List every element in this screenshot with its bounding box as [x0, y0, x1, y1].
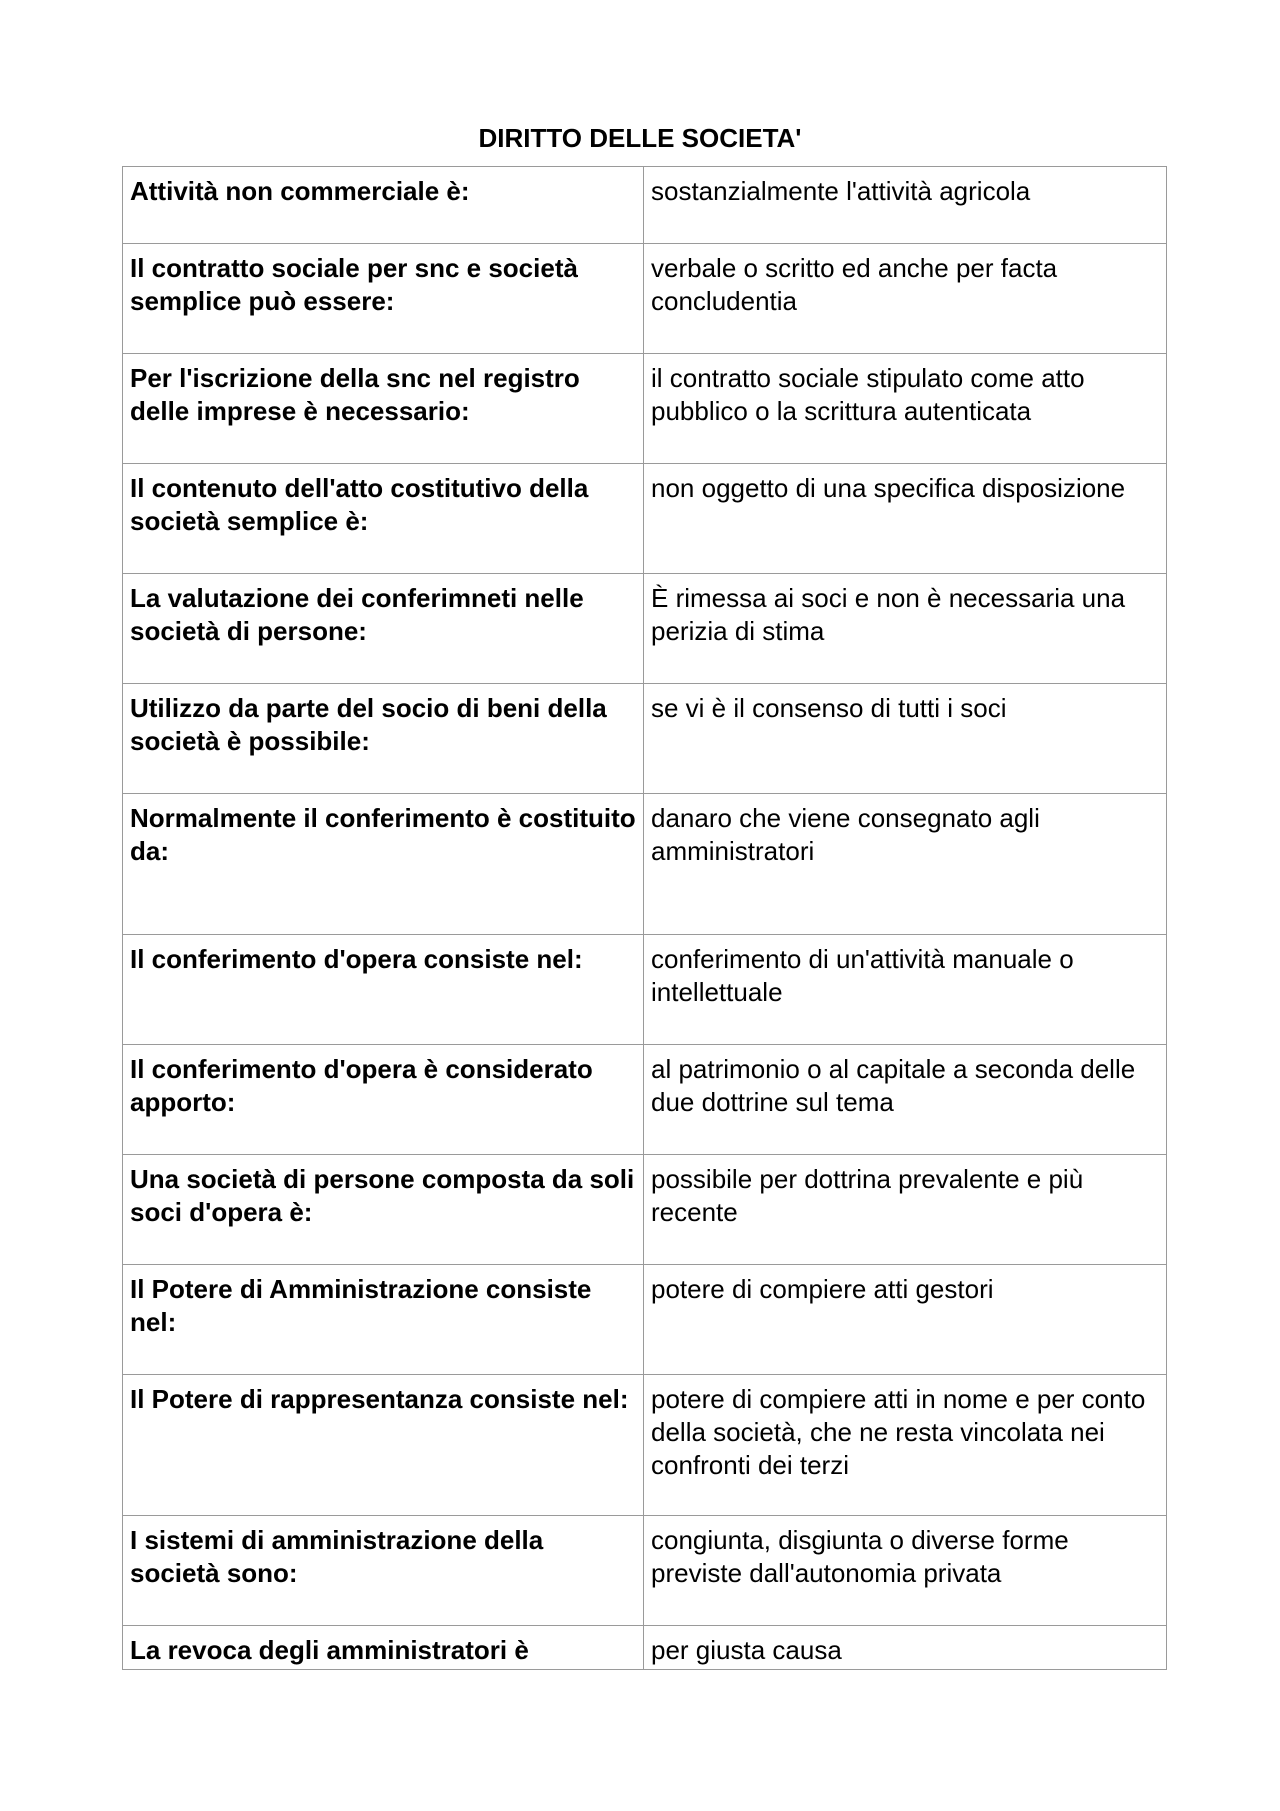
table-row	[123, 1375, 1167, 1516]
table-row	[123, 574, 1167, 684]
table-row	[123, 1265, 1167, 1375]
answer-cell: sostanzialmente l'attività agricola	[644, 167, 1167, 244]
answer-cell: congiunta, disgiunta o diverse forme previste dall'autonomia privata	[644, 1516, 1167, 1626]
answer-cell: conferimento di un'attività manuale o intellettuale	[644, 935, 1167, 1045]
question-cell: La revoca degli amministratori è	[123, 1626, 644, 1670]
table-row	[123, 1155, 1167, 1265]
table-row	[123, 794, 1167, 935]
question-cell: I sistemi di amministrazione della società sono:	[123, 1516, 644, 1626]
table-row	[123, 167, 1167, 244]
question-cell: Utilizzo da parte del socio di beni della società è possibile:	[123, 684, 644, 794]
question-cell: Il Potere di rappresentanza consiste nel:	[123, 1375, 644, 1516]
question-cell: Il conferimento d'opera è considerato apporto:	[123, 1045, 644, 1155]
table-row	[123, 684, 1167, 794]
page-title: DIRITTO DELLE SOCIETA'	[478, 123, 802, 153]
table-row	[123, 464, 1167, 574]
answer-cell: al patrimonio o al capitale a seconda delle due dottrine sul tema	[644, 1045, 1167, 1155]
qa-table	[122, 166, 1167, 1670]
answer-cell: non oggetto di una specifica disposizione	[644, 464, 1167, 574]
answer-cell: È rimessa ai soci e non è necessaria una perizia di stima	[644, 574, 1167, 684]
question-cell: Il conferimento d'opera consiste nel:	[123, 935, 644, 1045]
question-cell: Per l'iscrizione della snc nel registro delle imprese è necessario:	[123, 354, 644, 464]
question-cell: Attività non commerciale è:	[123, 167, 644, 244]
table-row	[123, 935, 1167, 1045]
answer-cell: verbale o scritto ed anche per facta concludentia	[644, 244, 1167, 354]
question-cell: La valutazione dei conferimneti nelle società di persone:	[123, 574, 644, 684]
question-cell: Una società di persone composta da soli soci d'opera è:	[123, 1155, 644, 1265]
answer-cell: danaro che viene consegnato agli amministratori	[644, 794, 1167, 935]
answer-cell: potere di compiere atti in nome e per conto della società, che ne resta vincolata nei confronti dei terzi	[644, 1375, 1167, 1516]
table-row	[123, 1516, 1167, 1626]
question-cell: Il contratto sociale per snc e società semplice può essere:	[123, 244, 644, 354]
answer-cell: possibile per dottrina prevalente e più recente	[644, 1155, 1167, 1265]
answer-cell: per giusta causa	[644, 1626, 1167, 1670]
answer-cell: potere di compiere atti gestori	[644, 1265, 1167, 1375]
table-row	[123, 1626, 1167, 1670]
question-cell: Normalmente il conferimento è costituito da:	[123, 794, 644, 935]
question-cell: Il Potere di Amministrazione consiste nel:	[123, 1265, 644, 1375]
question-cell: Il contenuto dell'atto costitutivo della società semplice è:	[123, 464, 644, 574]
table-row	[123, 354, 1167, 464]
table-row	[123, 244, 1167, 354]
table-row	[123, 1045, 1167, 1155]
answer-cell: il contratto sociale stipulato come atto pubblico o la scrittura autenticata	[644, 354, 1167, 464]
answer-cell: se vi è il consenso di tutti i soci	[644, 684, 1167, 794]
